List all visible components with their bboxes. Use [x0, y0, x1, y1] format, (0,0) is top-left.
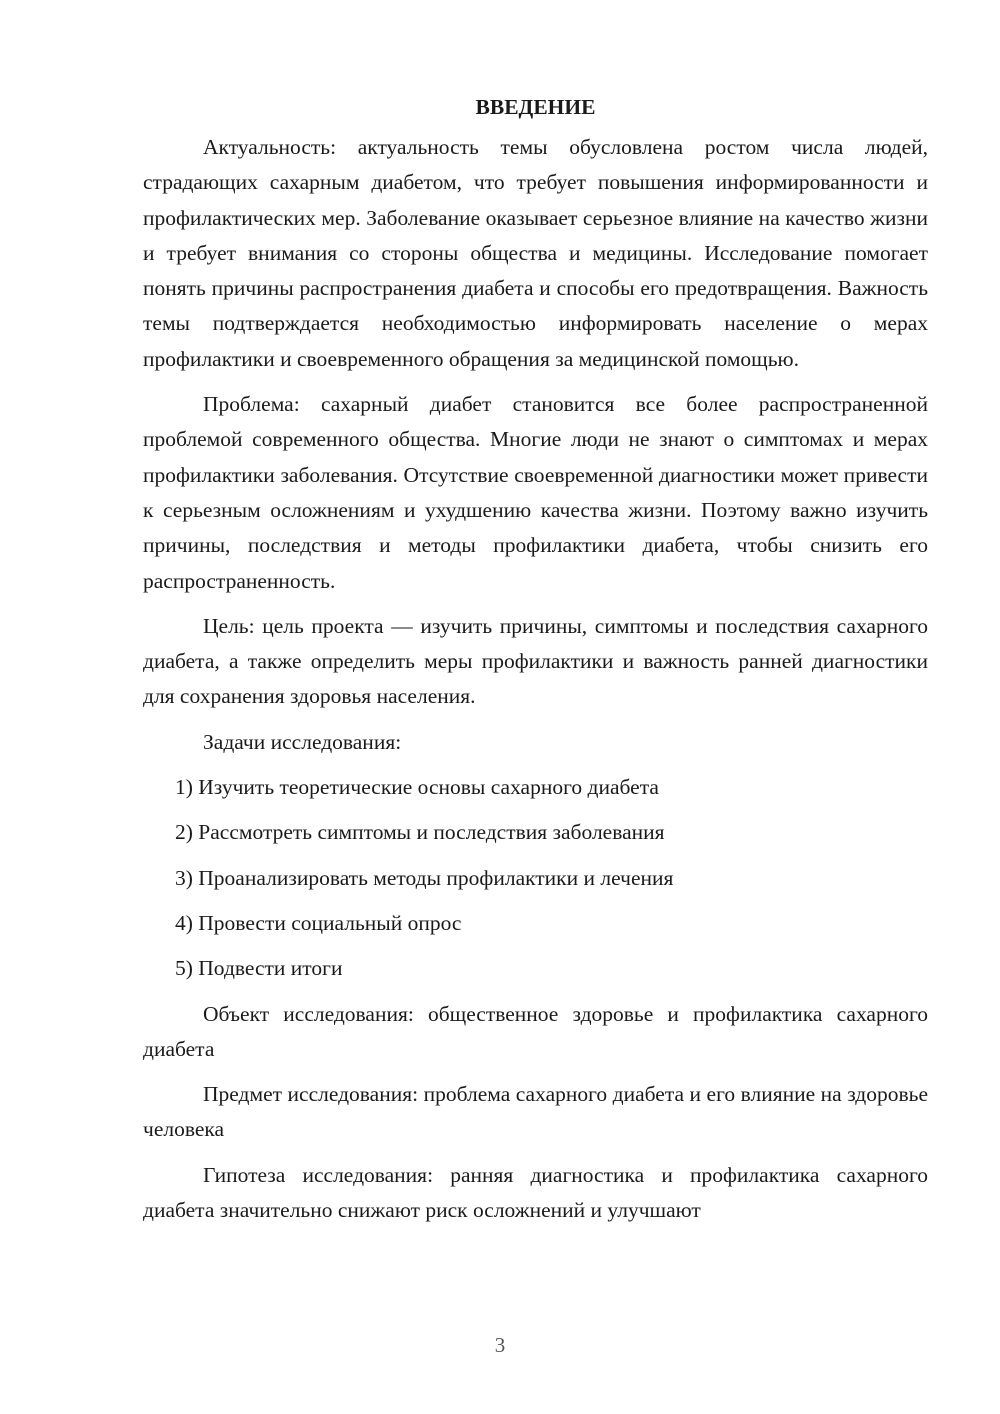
tasks-heading: Задачи исследования: — [203, 729, 402, 754]
relevance-paragraph: Актуальность: актуальность темы обусловлена ростом числа людей, страдающих сахарным диабетом, что требует повышения информированности и профилактических мер. Заболевание оказывает серьезное влияние на качество жизни и требует внимания со стороны общества и медицины. Исследование помогает понять причины распространения диабета и способы его предотвращения. Важность темы подтверждается необходимостью информировать население о мерах профилактики и своевременного обращения за медицинской помощью. — [143, 135, 928, 371]
goal-paragraph: Цель: цель проекта — изучить причины, симптомы и последствия сахарного диабета, а также определить меры профилактики и важность ранней диагностики для сохранения здоровья населения. — [143, 613, 928, 709]
task-item: 4) Провести социальный опрос — [175, 910, 462, 935]
page-number: 3 — [494, 1333, 506, 1357]
task-item: 5) Подвести итоги — [175, 956, 343, 981]
task-item: 2) Рассмотреть симптомы и последствия заболевания — [175, 820, 665, 845]
task-item: 3) Проанализировать методы профилактики и лечения — [175, 865, 674, 890]
subject-paragraph: Предмет исследования: проблема сахарного диабета и его влияние на здоровье человека — [143, 1082, 928, 1142]
object-paragraph: Объект исследования: общественное здоровье и профилактика сахарного диабета — [143, 1001, 928, 1061]
task-list — [143, 770, 928, 986]
problem-paragraph: Проблема: сахарный диабет становится все более распространенной проблемой современного общества. Многие люди не знают о симптомах и мерах профилактики заболевания. Отсутствие своевременной диагностики может привести к серьезным осложнениям и ухудшению качества жизни. Поэтому важно изучить причины, последствия и методы профилактики диабета, чтобы снизить его распространенность. — [143, 392, 928, 593]
task-item: 1) Изучить теоретические основы сахарного диабета — [175, 775, 659, 800]
hypothesis-paragraph: Гипотеза исследования: ранняя диагностика и профилактика сахарного диабета значительно снижают риск осложнений и улучшают — [143, 1162, 928, 1223]
page-title: ВВЕДЕНИЕ — [475, 95, 596, 119]
document-page — [143, 92, 928, 1238]
